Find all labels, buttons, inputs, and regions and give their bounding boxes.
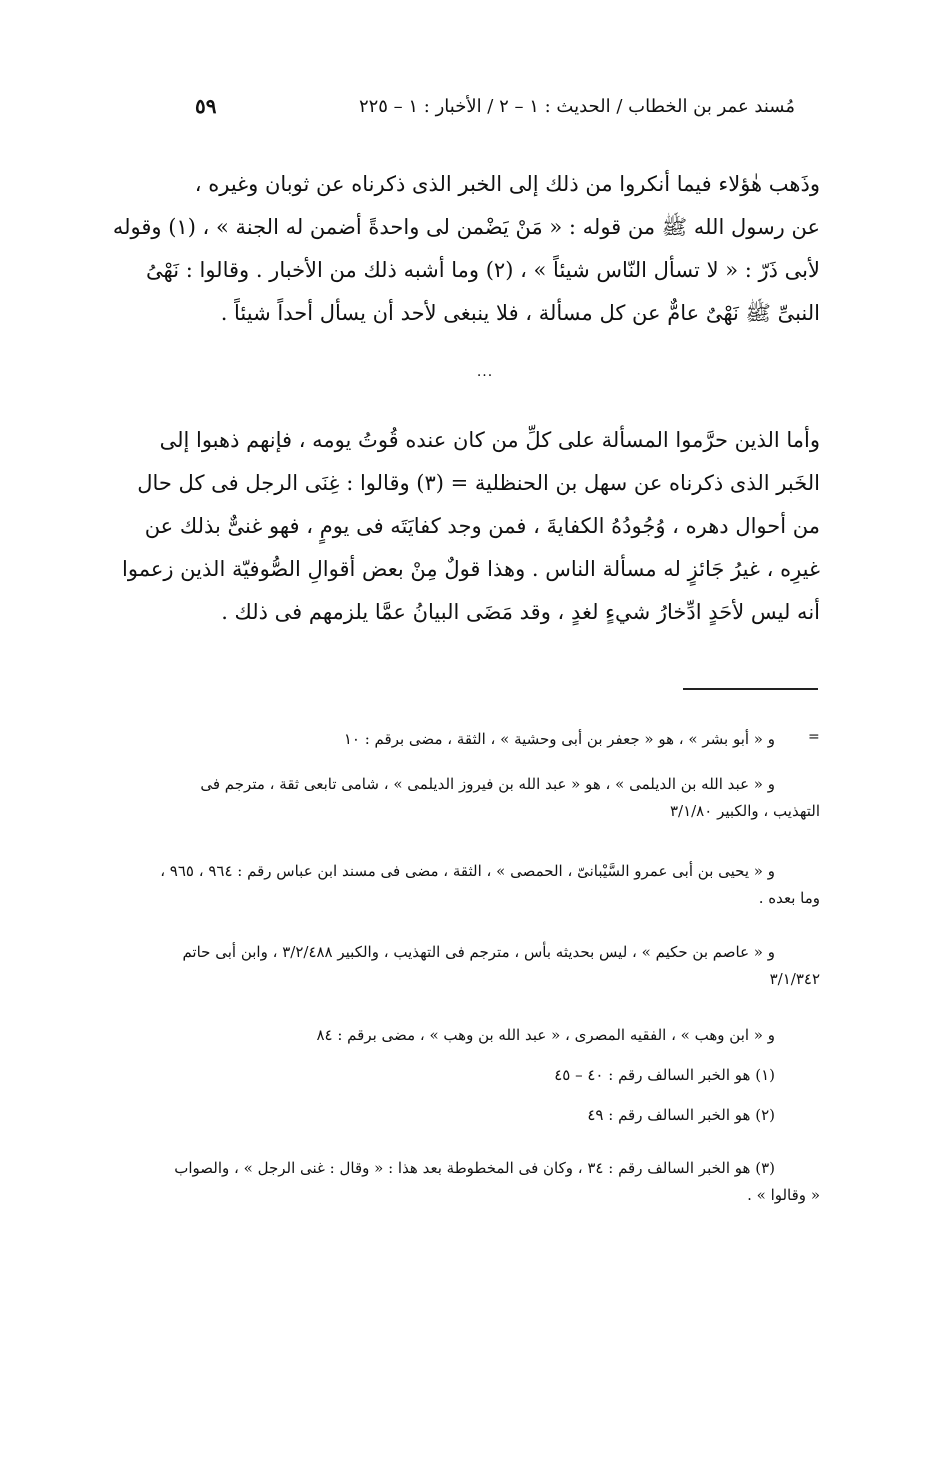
footnote-4 bbox=[170, 939, 820, 993]
footnote-3 bbox=[160, 858, 820, 912]
footnote-divider bbox=[683, 688, 818, 690]
footnote-5 bbox=[170, 1022, 820, 1049]
text-line: عن رسول الله ﷺ من قوله : « مَنْ يَضْمن لى واحدةً أضمن له الجنة » ، (١) وقوله bbox=[112, 215, 820, 239]
text-line: وذَهب هٰؤلاء فيما أنكروا من ذلك إلى الخبر الذى ذكرناه عن ثوبان وغيره ، bbox=[194, 172, 820, 196]
text-line: غيرِه ، غيرُ جَائزٍ له مسألة الناس . وهذا قولٌ مِنْ بعض أقوالِ الصُّوفيّة الذين زعموا bbox=[122, 557, 820, 581]
section-separator: ... bbox=[476, 364, 494, 380]
text-line: من أحوال دهره ، وُجُودُهُ الكفايةَ ، فمن وجد كفايَتَه فى يومٍ ، فهو غنىٌّ بذلك عن bbox=[144, 514, 820, 538]
footnote-2 bbox=[170, 771, 820, 825]
text-line: الخَبر الذى ذكرناه عن سهل بن الحنظلية = (٣) وقالوا : غِنَى الرجل فى كل حال bbox=[137, 471, 820, 495]
footnote-line: و « عبد الله بن الديلمى » ، هو « عبد الله بن فيروز الديلمى » ، شامى تابعى ثقة ، مترجم فى bbox=[200, 775, 775, 793]
footnote-line: ٣/١/٣٤٢ bbox=[769, 970, 820, 988]
footnote-line: و « ابن وهب » ، الفقيه المصرى ، « عبد الله بن وهب » ، مضى برقم : ٨٤ bbox=[316, 1026, 775, 1044]
text-line: أنه ليس لأحَدٍ ادِّخارُ شيءٍ لغدٍ ، وقد مَضَى البيانُ عمَّا يلزمهم فى ذلك . bbox=[221, 600, 820, 624]
text-line: النبىِّ ﷺ نَهْىٌ عامٌّ عن كل مسألة ، فلا ينبغى لأحد أن يسأل أحداً شيئاً . bbox=[220, 301, 820, 325]
continuation-mark: = bbox=[808, 729, 820, 745]
paragraph-1 bbox=[112, 163, 820, 335]
text-line: وأما الذين حرَّموا المسألة على كلِّ من كان عنده قُوتُ يومه ، فإنهم ذهبوا إلى bbox=[159, 428, 820, 452]
footnote-line: وما بعده . bbox=[758, 889, 820, 907]
footnote-line: التهذيب ، والكبير ٣/١/٨٠ bbox=[669, 802, 820, 820]
footnote-line: « وقالوا » . bbox=[747, 1186, 820, 1204]
running-header bbox=[195, 96, 795, 130]
header-title: مُسند عمر بن الخطاب / الحديث : ١ – ٢ / الأخبار : ١ – ٢٢٥ bbox=[358, 96, 795, 117]
note-2 bbox=[170, 1102, 820, 1129]
footnote-line: (٢) هو الخبر السالف رقم : ٤٩ bbox=[587, 1106, 775, 1124]
note-1 bbox=[170, 1062, 820, 1089]
footnote-line: و « عاصم بن حكيم » ، ليس بحديثه بأس ، مترجم فى التهذيب ، والكبير ٣/٢/٤٨٨ ، وابن أبى حاتم bbox=[182, 943, 775, 961]
footnote-line: و « أبو بشر » ، هو « جعفر بن أبى وحشية » ، الثقة ، مضى برقم : ١٠ bbox=[343, 730, 775, 748]
footnote-line: و « يحيى بن أبى عمرو السَّيْبانىّ ، الحمصى » ، الثقة ، مضى فى مسند ابن عباس رقم : ٩٦٤ ، ٩٦٥ ، bbox=[160, 862, 775, 880]
text-line: لأبى ذَرّ : « لا تسأل النّاس شيئاً » ، (٢) وما أشبه ذلك من الأخبار . وقالوا : نَهْىُ bbox=[146, 258, 820, 282]
footnote-1 bbox=[170, 726, 820, 753]
page-number: ٥٩ bbox=[195, 94, 217, 118]
note-3 bbox=[170, 1155, 820, 1209]
paragraph-2 bbox=[122, 419, 820, 634]
footnote-line: (١) هو الخبر السالف رقم : ٤٠ – ٤٥ bbox=[554, 1066, 775, 1084]
footnote-line: (٣) هو الخبر السالف رقم : ٣٤ ، وكان فى المخطوطة بعد هذا : « وقال : غنى الرجل » ، والصواب bbox=[174, 1159, 775, 1177]
